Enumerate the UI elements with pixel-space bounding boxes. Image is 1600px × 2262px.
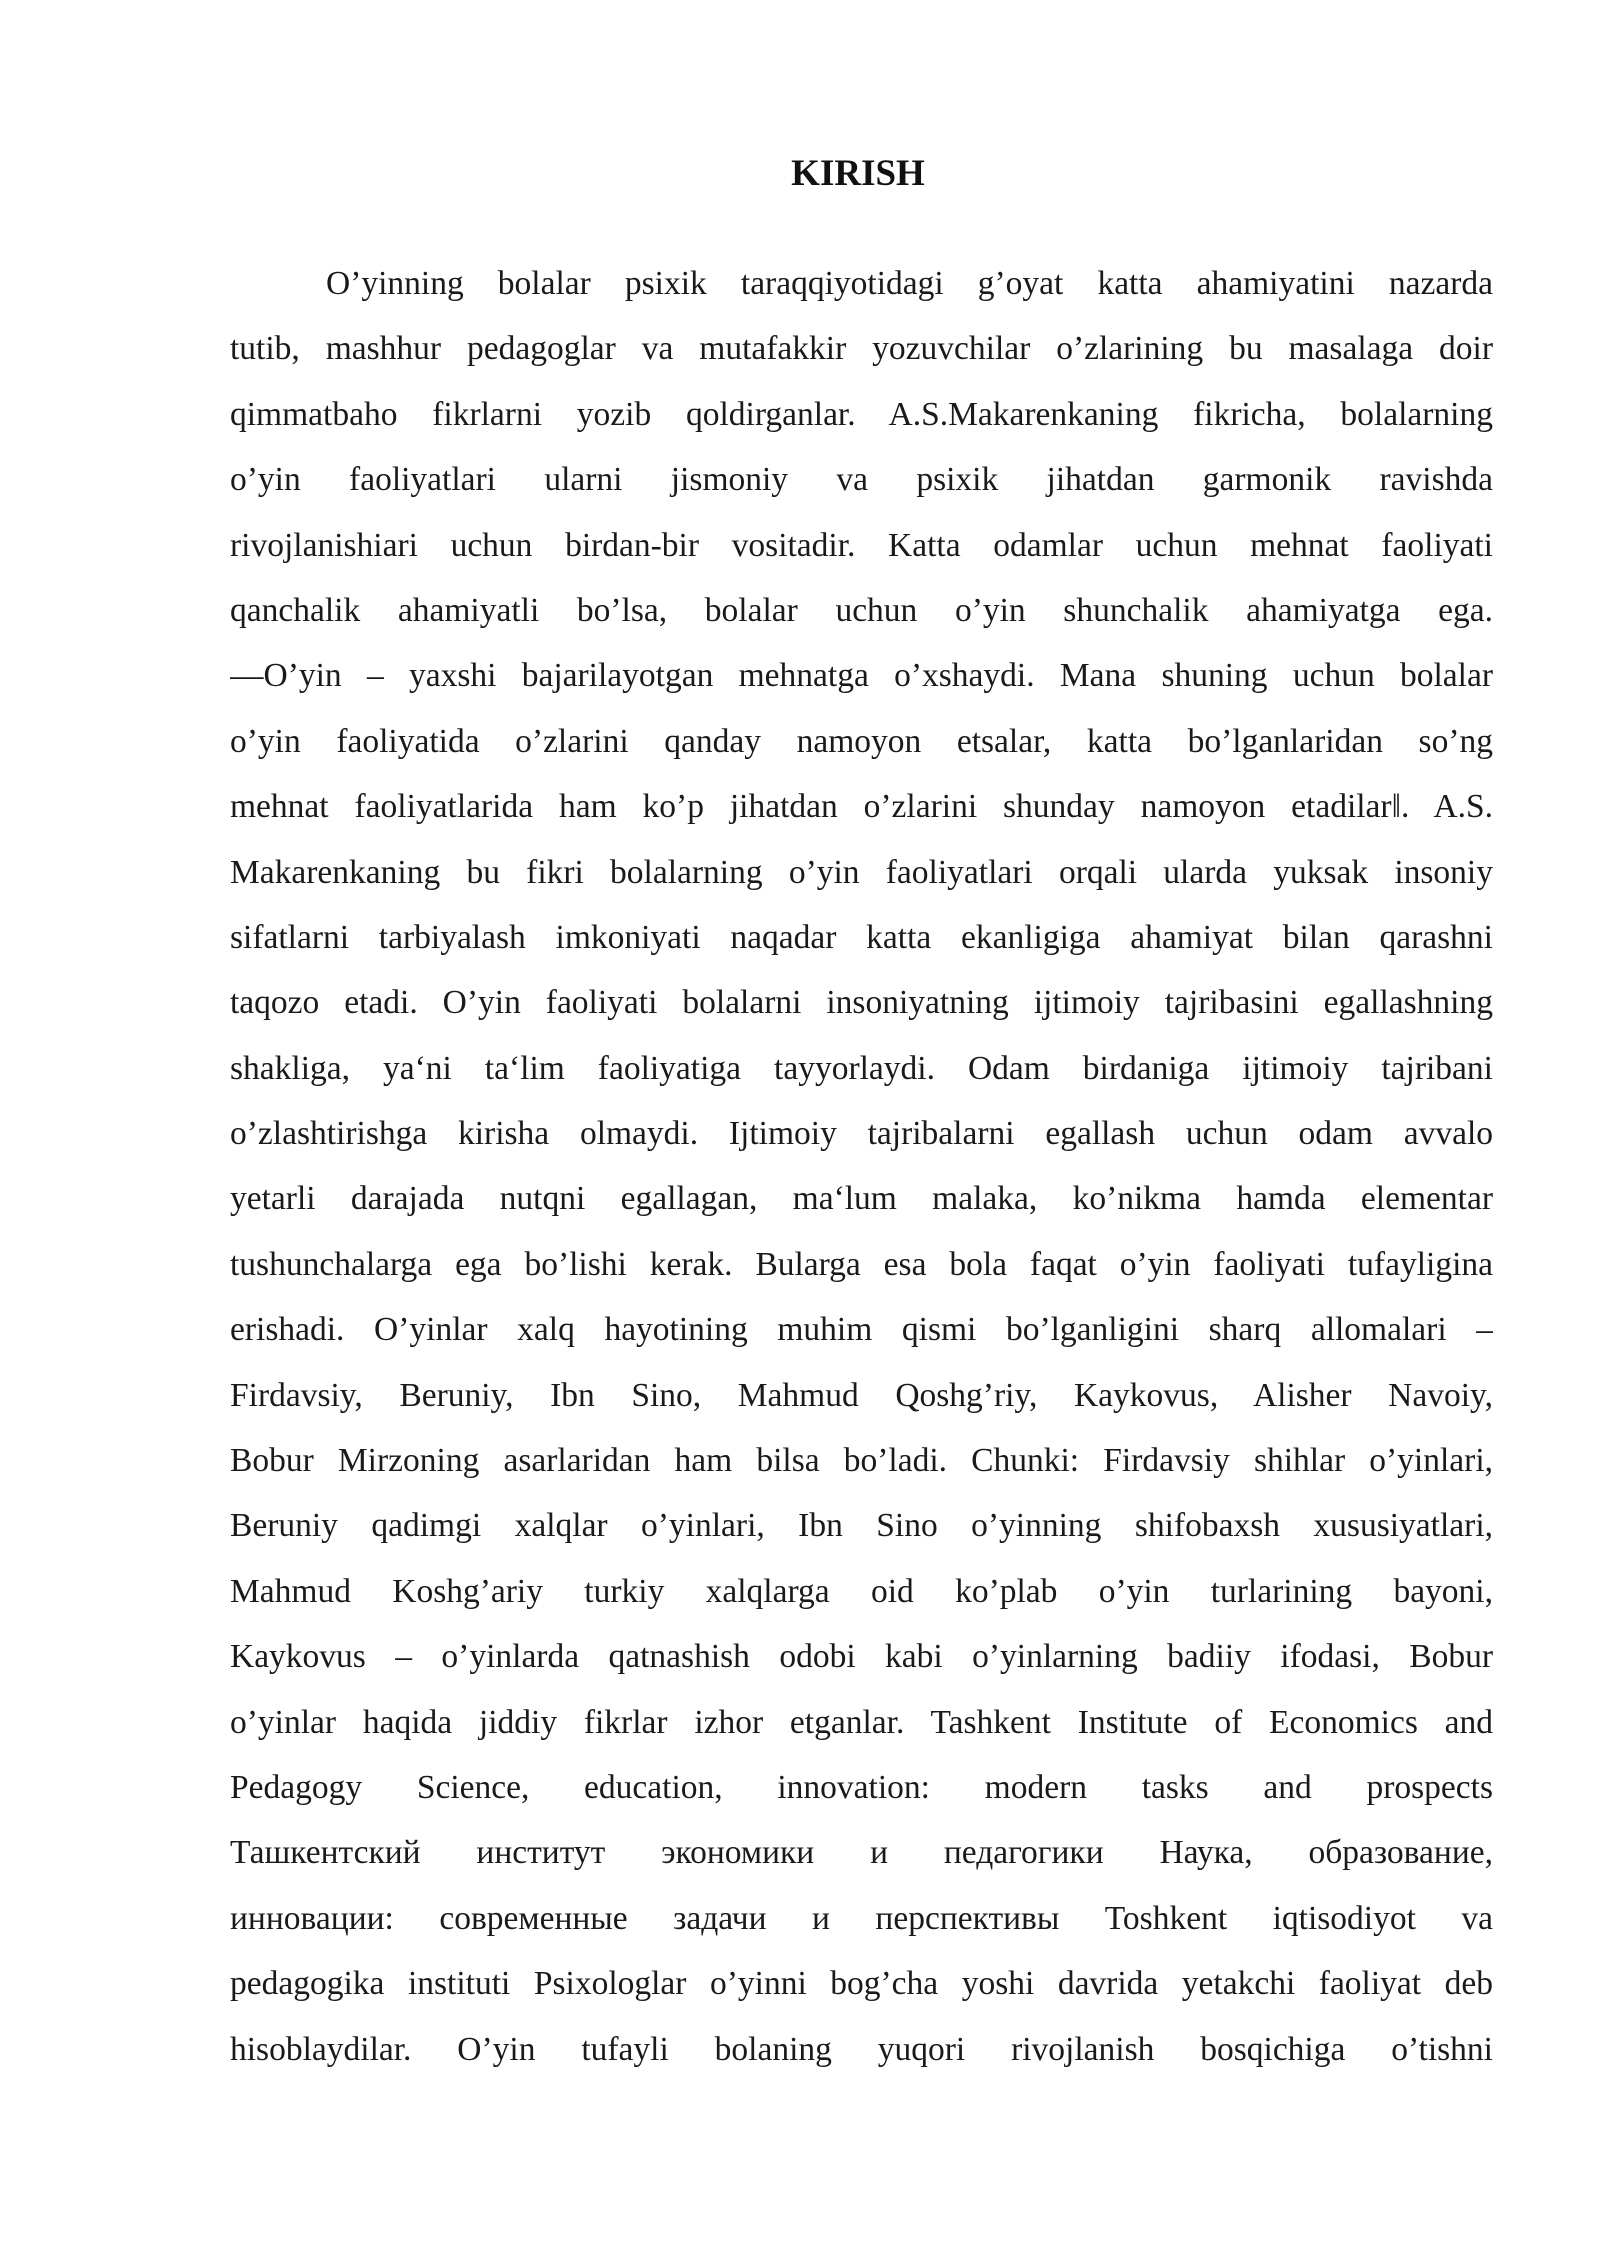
paragraph-line: yetarli darajada nutqni egallagan, ma‘lum malaka, ko’nikma hamda elementar (230, 1180, 1493, 1218)
paragraph-line: Pedagogy Science, education, innovation: modern tasks and prospects (230, 1768, 1493, 1806)
paragraph-line: Kaykovus – o’yinlarda qatnashish odobi kabi o’yinlarning badiiy ifodasi, Bobur (230, 1638, 1493, 1676)
paragraph-line: erishadi. O’yinlar xalq hayotining muhim qismi bo’lganligini sharq allomalari – (230, 1311, 1493, 1349)
paragraph-line: Ташкентский институт экономики и педагогики Наука, образование, (230, 1834, 1493, 1872)
paragraph-line: taqozo etadi. O’yin faoliyati bolalarni insoniyatning ijtimoiy tajribasini egallashning (230, 984, 1493, 1022)
paragraph-line: sifatlarni tarbiyalash imkoniyati naqadar katta ekanligiga ahamiyat bilan qarashni (230, 918, 1493, 956)
paragraph-line: tushunchalarga ega bo’lishi kerak. Bularga esa bola faqat o’yin faoliyati tufayligina (230, 1245, 1493, 1283)
body-paragraph (230, 251, 1493, 2082)
paragraph-line: rivojlanishiari uchun birdan-bir vositadir. Katta odamlar uchun mehnat faoliyati (230, 526, 1493, 564)
paragraph-line: Firdavsiy, Beruniy, Ibn Sino, Mahmud Qoshg’riy, Kaykovus, Alisher Navoiy, (230, 1376, 1493, 1414)
paragraph-line: Beruniy qadimgi xalqlar o’yinlari, Ibn Sino o’yinning shifobaxsh xususiyatlari, (230, 1507, 1493, 1545)
paragraph-line: shakliga, ya‘ni ta‘lim faoliyatiga tayyorlaydi. Odam birdaniga ijtimoiy tajribani (230, 1049, 1493, 1087)
page-title: KIRISH (791, 153, 925, 194)
paragraph-line: qanchalik ahamiyatli bo’lsa, bolalar uchun o’yin shunchalik ahamiyatga ega. (230, 591, 1493, 629)
paragraph-line: инновации: современные задачи и перспективы Toshkent iqtisodiyot va (230, 1899, 1493, 1937)
paragraph-line: ―O’yin – yaxshi bajarilayotgan mehnatga o’xshaydi. Mana shuning uchun bolalar (230, 657, 1493, 695)
paragraph-line: qimmatbaho fikrlarni yozib qoldirganlar. A.S.Makarenkaning fikricha, bolalarning (230, 395, 1493, 433)
paragraph-line: pedagogika instituti Psixologlar o’yinni bog’cha yoshi davrida yetakchi faoliyat deb (230, 1965, 1493, 2003)
paragraph-line: tutib, mashhur pedagoglar va mutafakkir yozuvchilar o’zlarining bu masalaga doir (230, 330, 1493, 368)
paragraph-line: o’yinlar haqida jiddiy fikrlar izhor etganlar. Tashkent Institute of Economics and (230, 1703, 1493, 1741)
paragraph-line: Bobur Mirzoning asarlaridan ham bilsa bo’ladi. Chunki: Firdavsiy shihlar o’yinlari, (230, 1442, 1493, 1480)
paragraph-line: o’yin faoliyatida o’zlarini qanday namoyon etsalar, katta bo’lganlaridan so’ng (230, 722, 1493, 760)
paragraph-line: o’yin faoliyatlari ularni jismoniy va psixik jihatdan garmonik ravishda (230, 461, 1493, 499)
paragraph-line: o’zlashtirishga kirisha olmaydi. Ijtimoiy tajribalarni egallash uchun odam avvalo (230, 1115, 1493, 1153)
paragraph-line: hisoblaydilar. O’yin tufayli bolaning yuqori rivojlanish bosqichiga o’tishni (230, 2030, 1493, 2068)
paragraph-line: Makarenkaning bu fikri bolalarning o’yin faoliyatlari orqali ularda yuksak insoniy (230, 853, 1493, 891)
paragraph-line: Mahmud Koshg’ariy turkiy xalqlarga oid ko’plab o’yin turlarining bayoni, (230, 1572, 1493, 1610)
paragraph-line: mehnat faoliyatlarida ham ko’p jihatdan o’zlarini shunday namoyon etadilar‖. A.S. (230, 788, 1493, 826)
paragraph-line: O’yinning bolalar psixik taraqqiyotidagi g’oyat katta ahamiyatini nazarda (326, 265, 1493, 302)
